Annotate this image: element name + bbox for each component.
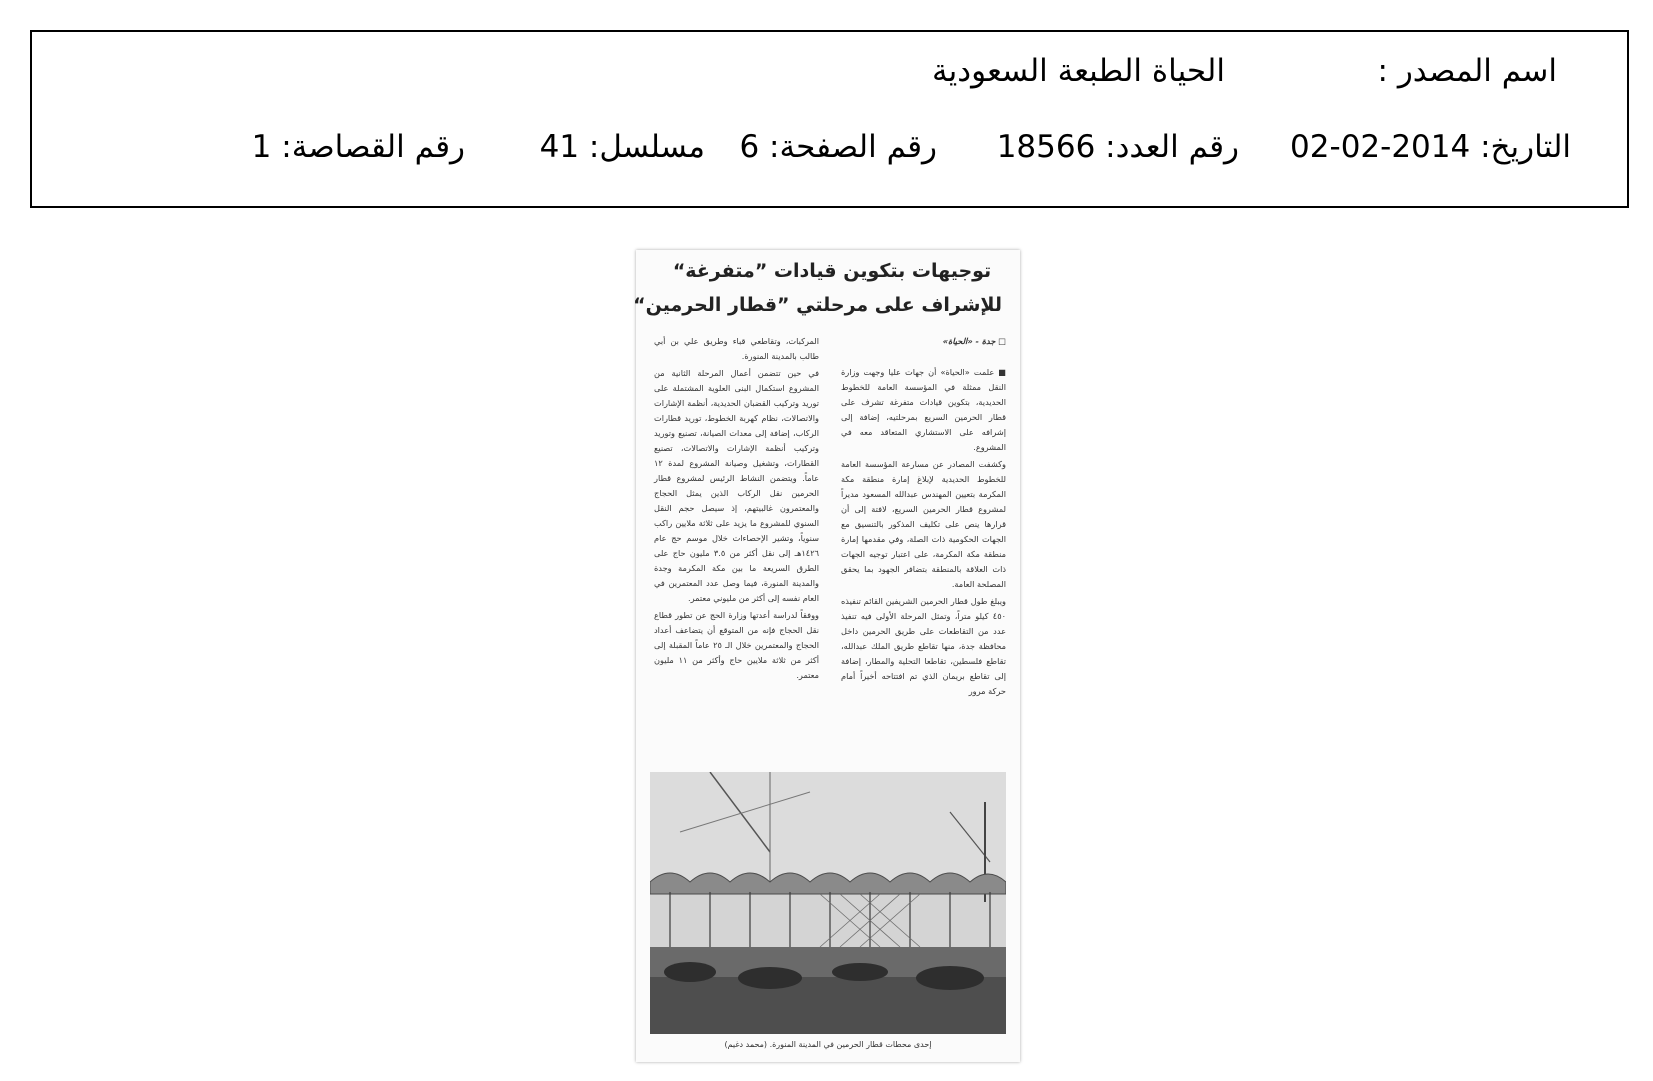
serial-field: مسلسل: 41 xyxy=(539,129,705,165)
article-left-column xyxy=(654,334,819,685)
left-column-paragraph: ووفقاً لدراسة أعدتها وزارة الحج عن تطور قطاع نقل الحجاج فإنه من المتوقع أن يتضاعف أعداد الحجاج والمعتمرين خلال الـ ٢٥ عاماً المقبلة إلى أكثر من ثلاثة ملايين حاج وأكثر من ١١ مليون معتمر. xyxy=(654,610,819,680)
station-construction-illustration xyxy=(650,772,1006,1034)
page-number-field: رقم الصفحة: 6 xyxy=(739,129,937,165)
photo-caption: إحدى محطات قطار الحرمين في المدينة المنورة. (محمد دغيم) xyxy=(724,1040,932,1049)
date-field: التاريخ: 2014-02-02 xyxy=(1290,129,1571,165)
clipping-header-box xyxy=(30,30,1629,208)
article-headline-line1: توجيهات بتكوين قيادات ”متفرغة“ xyxy=(672,260,992,282)
left-column-paragraph: في حين تتضمن أعمال المرحلة الثانية من المشروع استكمال البنى العلوية المشتملة على توريد وتركيب القضبان الحديدية، أنظمة الإشارات والاتصالات، نظام كهربة الخطوط، توريد قطارات الركاب، إضافة إلى معدات الصيانة، تصنيع وتوريد وتركيب أنظمة الإشارات والاتصالات، تصنيع القطارات، وتشغيل وصيانة المشروع لمدة ١٢ عاماً. ويتضمن النشاط الرئيس لمشروع قطار الحرمين نقل الركاب الذين يمثل الحجاج والمعتمرون غالبيتهم، إذ سيصل حجم النقل السنوي للمشروع ما يزيد على ثلاثة ملايين راكب سنوياً، وتشير الإحصاءات خلال موسم حج عام ١٤٢٦هـ إلى نقل أكثر من ٣.٥ مليون حاج على الطرق السريعة ما بين مكة المكرمة وجدة والمدينة المنورة، فيما وصل عدد المعتمرين في العام نفسه إلى أكثر من مليوني معتمر. xyxy=(654,368,819,603)
article-right-column xyxy=(841,334,1006,701)
article-headline-line2: للإشراف على مرحلتي ”قطار الحرمين“ xyxy=(633,294,1002,316)
newspaper-clipping xyxy=(633,250,1020,1062)
article-byline: □ جدة - «الحياة» xyxy=(942,336,1006,346)
source-label: اسم المصدر : xyxy=(1377,53,1557,89)
right-column-paragraph: وكشفت المصادر عن مسارعة المؤسسة العامة للخطوط الحديدية لإبلاغ إمارة منطقة مكة المكرمة بتعيين المهندس عبدالله المسعود مديراً لمشروع قطار الحرمين السريع، لافتة إلى أن قرارها ينص على تكليف المذكور بالتنسيق مع الجهات الحكومية ذات الصلة، وفي مقدمها إمارة منطقة مكة المكرمة، على اعتبار توجيه الجهات ذات العلاقة بالمنطقة بتضافر الجهود بما يحقق المصلحة العامة. xyxy=(841,459,1006,589)
right-column-paragraph: ويبلغ طول قطار الحرمين الشريفين القائم تنفيذه ٤٥٠ كيلو متراً، وتمثل المرحلة الأولى فيه تنفيذ عدد من التقاطعات على طريق الحرمين داخل محافظة جدة، منها تقاطع طريق الملك عبدالله، تقاطع فلسطين، تقاطعا التحلية والمطار، إضافة إلى تقاطع بريمان الذي تم افتتاحه أخيراً أمام حركة مرور xyxy=(841,596,1006,696)
train-station-photo xyxy=(650,772,1006,1034)
clipping-number-field: رقم القصاصة: 1 xyxy=(251,129,465,165)
source-value: الحياة الطبعة السعودية xyxy=(932,53,1225,89)
right-column-paragraph: ■ علمت «الحياة» أن جهات عليا وجهت وزارة النقل ممثلة في المؤسسة العامة للخطوط الحديدية، بتكوين قيادات متفرغة تشرف على قطار الحرمين السريع بمرحلتيه، إضافة إلى إشرافه على الاستشاري المتعاقد معه في المشروع. xyxy=(841,367,1006,452)
left-column-paragraph: المركبات، وتقاطعي قباء وطريق علي بن أبي طالب بالمدينة المنورة. xyxy=(654,336,819,361)
issue-number-field: رقم العدد: 18566 xyxy=(996,129,1239,165)
